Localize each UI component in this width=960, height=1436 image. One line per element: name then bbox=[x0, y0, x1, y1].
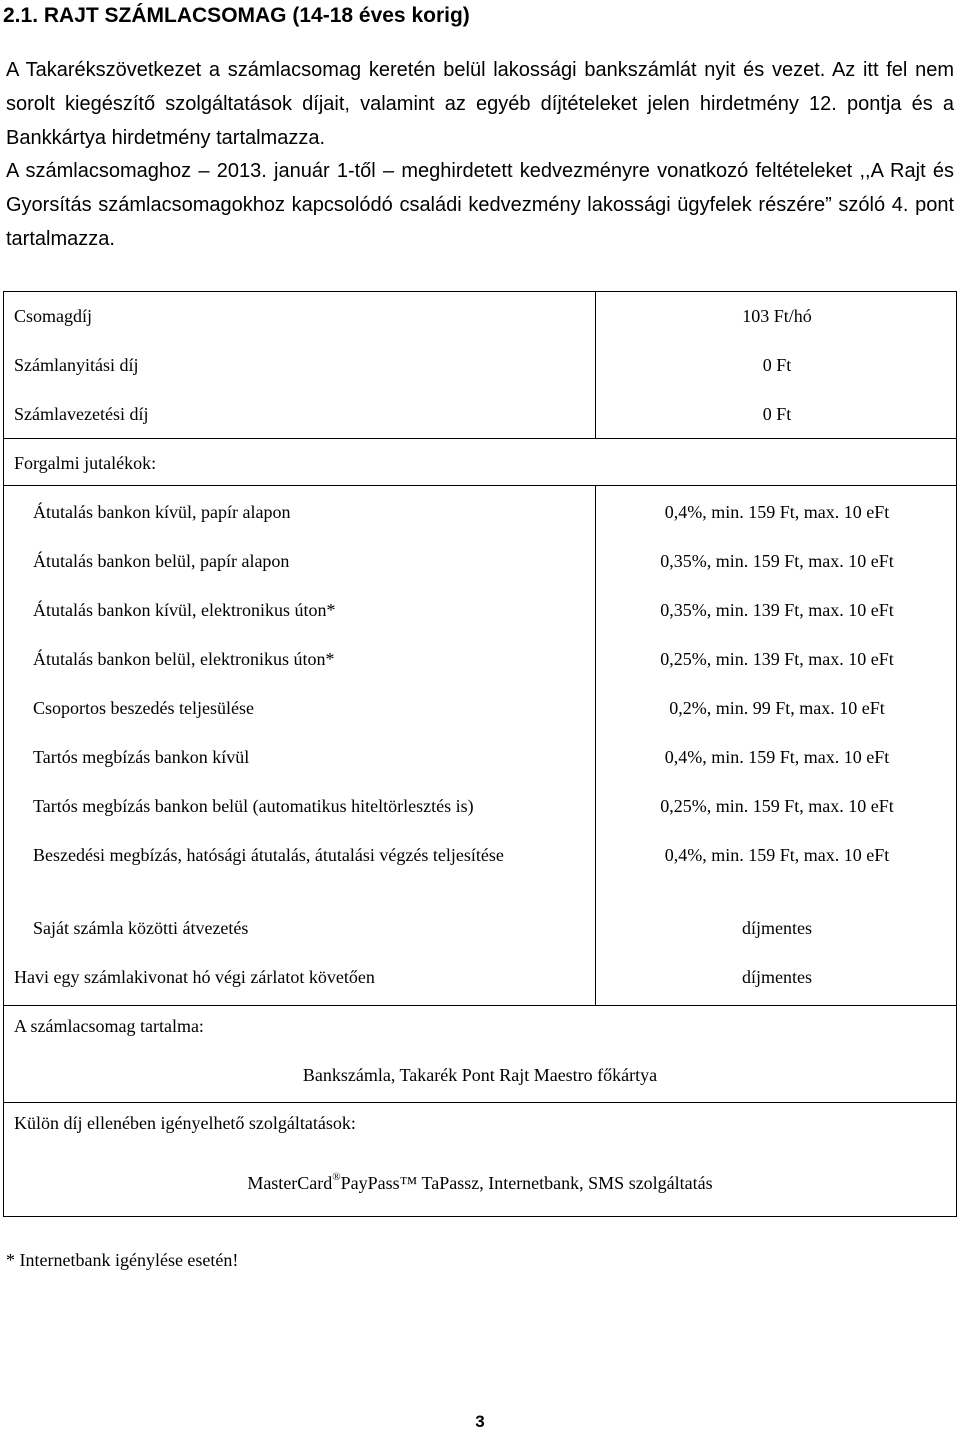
intro-paragraph-2: A számlacsomaghoz – 2013. január 1-től – meghirdetett kedvezményre vonatkozó feltételeket ,,A Rajt és Gyorsítás számlacsomagokhoz kapcsolódó családi kedvezmény lakossági ügyfelek részére” szóló 4. pont tartalmazza. bbox=[6, 160, 954, 250]
footnote: * Internetbank igénylése esetén! bbox=[6, 1250, 239, 1270]
commission-value: 0,4%, min. 159 Ft, max. 10 eFt bbox=[664, 845, 890, 865]
fee-label-maintenance: Számlavezetési díj bbox=[14, 404, 149, 424]
extra-services-text: PayPass™ TaPassz, Internetbank, SMS szolgáltatás bbox=[340, 1173, 713, 1193]
commission-label: Átutalás bankon belül, papír alapon bbox=[33, 551, 290, 571]
commission-label: Csoportos beszedés teljesülése bbox=[33, 698, 254, 718]
commission-label: Saját számla közötti átvezetés bbox=[33, 918, 249, 938]
commission-value: 0,4%, min. 159 Ft, max. 10 eFt bbox=[664, 747, 890, 767]
commission-value: 0,35%, min. 139 Ft, max. 10 eFt bbox=[660, 600, 894, 620]
commission-label: Átutalás bankon kívül, elektronikus úton* bbox=[33, 600, 336, 620]
intro-paragraph-1: A Takarékszövetkezet a számlacsomag keretén belül lakossági bankszámlát nyit és vezet. Az itt fel nem sorolt kiegészítő szolgáltatások díjait, valamint az egyéb díjtételeket jelen hirdetmény 12. pontja és a Bankkártya hirdetmény tartalmazza. bbox=[6, 59, 954, 149]
statement-value: díjmentes bbox=[742, 967, 812, 987]
commission-label: Tartós megbízás bankon kívül bbox=[33, 747, 250, 767]
commission-label: Beszedési megbízás, hatósági átutalás, átutalási végzés teljesítése bbox=[33, 845, 504, 865]
package-header: A számlacsomag tartalma: bbox=[14, 1016, 204, 1036]
package-content: Bankszámla, Takarék Pont Rajt Maestro főkártya bbox=[302, 1065, 658, 1085]
statement-label: Havi egy számlakivonat hó végi zárlatot követően bbox=[14, 967, 375, 987]
extra-services-content bbox=[4, 1171, 956, 1195]
fee-value-opening: 0 Ft bbox=[762, 355, 792, 375]
commissions-header: Forgalmi jutalékok: bbox=[14, 453, 157, 473]
row-divider bbox=[4, 438, 956, 439]
row-divider bbox=[4, 1005, 956, 1006]
page-number: 3 bbox=[475, 1412, 485, 1431]
row-divider bbox=[4, 1102, 956, 1103]
section-heading: 2.1. RAJT SZÁMLACSOMAG (14-18 éves korig) bbox=[3, 4, 470, 27]
row-divider bbox=[4, 485, 956, 486]
fee-value-maintenance: 0 Ft bbox=[762, 404, 792, 424]
extra-services-header: Külön díj ellenében igényelhető szolgáltatások: bbox=[14, 1113, 356, 1133]
fee-table bbox=[3, 291, 957, 1217]
registered-mark: ® bbox=[332, 1171, 341, 1183]
commission-value: díjmentes bbox=[742, 918, 812, 938]
commission-label: Átutalás bankon belül, elektronikus úton* bbox=[33, 649, 335, 669]
commission-value: 0,35%, min. 159 Ft, max. 10 eFt bbox=[660, 551, 894, 571]
fee-label-opening: Számlanyitási díj bbox=[14, 355, 139, 375]
commission-value: 0,25%, min. 139 Ft, max. 10 eFt bbox=[660, 649, 894, 669]
fee-value-package: 103 Ft/hó bbox=[742, 306, 812, 326]
commission-label: Átutalás bankon kívül, papír alapon bbox=[33, 502, 291, 522]
fee-label-package: Csomagdíj bbox=[14, 306, 93, 326]
commission-value: 0,4%, min. 159 Ft, max. 10 eFt bbox=[664, 502, 890, 522]
commission-value: 0,2%, min. 99 Ft, max. 10 eFt bbox=[669, 698, 885, 718]
commission-label: Tartós megbízás bankon belül (automatikus hiteltörlesztés is) bbox=[33, 796, 474, 816]
extra-services-text: MasterCard bbox=[247, 1173, 333, 1193]
commission-value: 0,25%, min. 159 Ft, max. 10 eFt bbox=[660, 796, 894, 816]
